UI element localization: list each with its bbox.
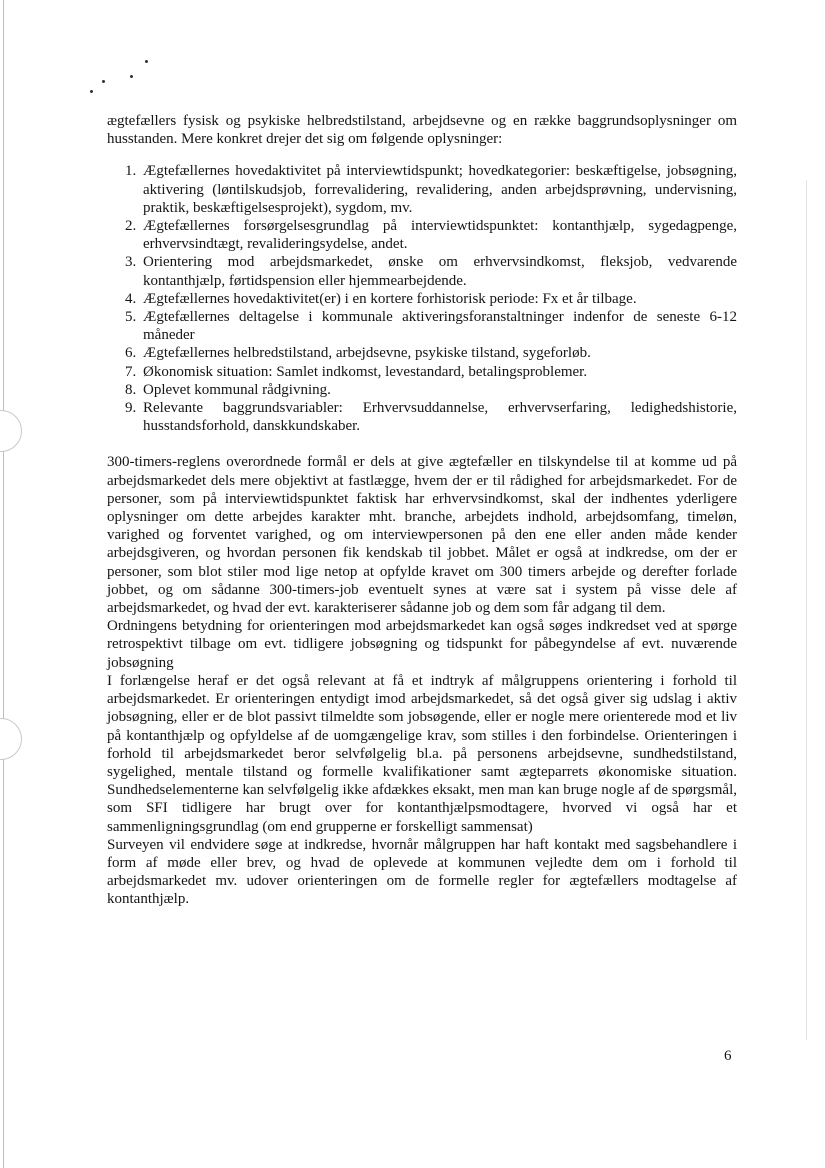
list-item-number: 6. xyxy=(125,345,137,362)
list-item-text: Ægtefællernes helbredstilstand, arbejdsevne, psykiske tilstand, sygeforløb. xyxy=(143,345,591,362)
page-number: 6 xyxy=(724,1048,732,1064)
list-item-text: Ægtefællernes hovedaktivitet på interviewtidspunkt; hovedkategorier: beskæftigelse, jobsøgning, aktivering (løntilskudsjob, forrevalidering, revalidering, anden arbejdsprøvning, undervisning, praktik, beskæftigelsesprojekt), sygdom, mv. xyxy=(143,163,737,216)
list-item xyxy=(107,344,737,362)
list-item xyxy=(107,381,737,399)
punch-hole xyxy=(0,410,22,452)
list-item xyxy=(107,217,737,253)
body-paragraph: Surveyen vil endvidere søge at indkredse, hvornår målgruppen har haft kontakt med sagsbehandlere i form af møde eller brev, og hvad de oplevede at kommunen vejledte dem om i forhold til arbejdsmarkedet mv. udover orienteringen om de formelle regler for ægtefællers modtagelse af kontanthjælp. xyxy=(107,836,737,908)
list-item-text: Orientering mod arbejdsmarkedet, ønske om erhvervsindkomst, fleksjob, vedvarende kontanthjælp, førtidspension eller hjemmearbejdende. xyxy=(143,254,737,289)
scan-edge-line-right xyxy=(806,180,807,1040)
list-item xyxy=(107,253,737,289)
list-item-text: Ægtefællernes hovedaktivitet(er) i en kortere forhistorisk periode: Fx et år tilbage. xyxy=(143,290,637,307)
list-item-text: Ægtefællernes deltagelse i kommunale aktiveringsforanstaltninger indenfor de seneste 6-12 måneder xyxy=(143,309,737,344)
intro-paragraph: ægtefællers fysisk og psykiske helbredstilstand, arbejdsevne og en række baggrundsoplysninger om husstanden. Mere konkret drejer det sig om følgende oplysninger: xyxy=(107,113,737,148)
list-item-number: 9. xyxy=(125,400,137,417)
list-item-number: 2. xyxy=(125,218,137,235)
information-list xyxy=(107,162,737,435)
list-item-number: 1. xyxy=(125,163,137,180)
document-body xyxy=(107,112,737,909)
list-item xyxy=(107,290,737,308)
scan-speck xyxy=(102,80,105,83)
list-item xyxy=(107,162,737,217)
list-item-text: Ægtefællernes forsørgelsesgrundlag på interviewtidspunktet: kontanthjælp, sygedagpenge, erhvervsindtægt, revalideringsydelse, andet. xyxy=(143,218,737,253)
list-item-number: 7. xyxy=(125,363,137,380)
list-item xyxy=(107,399,737,435)
body-paragraph: 300-timers-reglens overordnede formål er dels at give ægtefæller en tilskyndelse til at komme ud på arbejdsmarkedet dels mere objektivt at fastlægge, hvem der er til rådighed for arbejdsmarkedet. For de personer, som på interviewtidspunktet faktisk har erhvervsindkomst, skal der indhentes yderligere oplysninger om dette arbejdes karakter mht. branche, arbejdets indhold, arbejdsomfang, timeløn, varighed og forventet varighed, og om interviewpersonen på den ene eller anden måde kender arbejdsgiveren, og hvordan personen fik kendskab til jobbet. Målet er også at indkredse, om der er personer, som blot stiler mod lige netop at opfylde kravet om 300 timers arbejde og derefter forlade jobbet, og om sådanne 300-timers-job eventuelt synes at være sat i system på visse dele af arbejdsmarkedet, og hvad der evt. karakteriserer sådanne job og dem som får adgang til dem. xyxy=(107,454,737,617)
scan-speck xyxy=(145,60,148,63)
list-item-text: Oplevet kommunal rådgivning. xyxy=(143,381,331,398)
list-item xyxy=(107,308,737,344)
list-item-number: 5. xyxy=(125,309,137,326)
body-paragraph: I forlængelse heraf er det også relevant at få et indtryk af målgruppens orientering i forhold til arbejdsmarkedet. Er orienteringen entydigt imod arbejdsmarkedet, så det også giver sig udslag i aktiv jobsøgning, eller er de blot passivt tilmeldte som jobsøgende, eller er nogle mere orienterede mod et liv på kontanthjælp og opfyldelse af de uomgængelige krav, som stilles i den forbindelse. Orienteringen i forhold til arbejdsmarkedet beror selvfølgelig bl.a. på personens arbejdsevne, sundhedstilstand, sygelighed, mentale tilstand og formelle kvalifikationer samt ægteparrets økonomiske situation. Sundhedselementerne kan selvfølgelig ikke afdækkes eksakt, men man kan bruge nogle af de spørgsmål, som SFI tidligere har brugt over for kontanthjælpsmodtagere, hvorved vi også har et sammenligningsgrundlag (om end grupperne er forskelligt sammensat) xyxy=(107,672,737,835)
scan-speck xyxy=(90,90,93,93)
list-item-text: Økonomisk situation: Samlet indkomst, levestandard, betalingsproblemer. xyxy=(143,363,588,380)
scan-edge-line xyxy=(3,0,4,1168)
list-item xyxy=(107,363,737,381)
punch-hole xyxy=(0,718,22,760)
list-item-number: 3. xyxy=(125,254,137,271)
scan-speck xyxy=(130,75,133,78)
list-item-text: Relevante baggrundsvariabler: Erhvervsuddannelse, erhvervserfaring, ledighedshistorie, husstandsforhold, danskkundskaber. xyxy=(143,400,737,435)
body-paragraph: Ordningens betydning for orienteringen mod arbejdsmarkedet kan også søges indkredset ved at spørge retrospektivt tilbage om evt. tidligere jobsøgning og tidspunkt for påbegyndelse af evt. nuværende jobsøgning xyxy=(107,618,737,671)
list-item-number: 8. xyxy=(125,381,137,398)
list-item-number: 4. xyxy=(125,290,137,307)
